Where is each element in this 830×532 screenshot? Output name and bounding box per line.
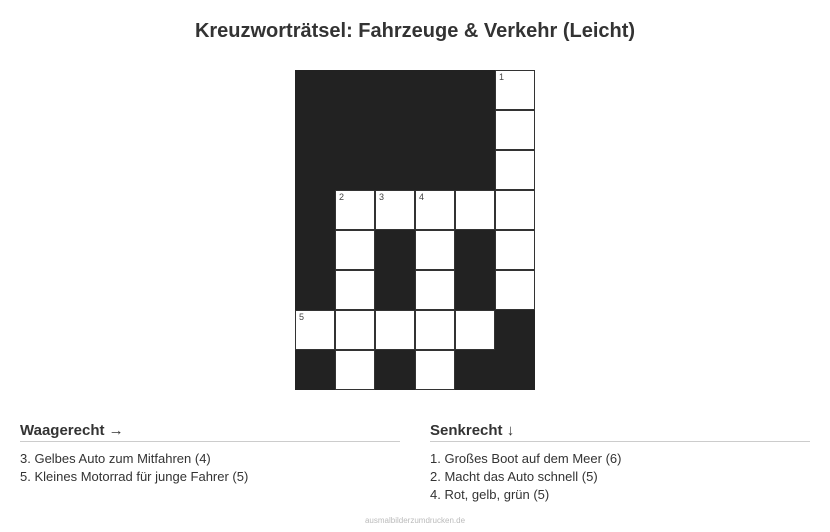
grid-cell-blocked [295,150,335,190]
across-clue: 3. Gelbes Auto zum Mitfahren (4) [20,451,211,466]
down-clue: 4. Rot, gelb, grün (5) [430,487,550,502]
grid-cell-blocked [455,110,495,150]
clue-number: 5 [299,312,305,322]
grid-cell-blocked [295,70,335,110]
grid-cell-blocked [455,270,495,310]
across-clues-section [20,422,400,486]
grid-cell-blocked [335,110,375,150]
clue-number: 1 [499,72,505,82]
grid-cell[interactable] [415,230,455,270]
grid-cell-blocked [415,70,455,110]
grid-cell-blocked [295,350,335,390]
grid-cell-blocked [375,70,415,110]
grid-cell-blocked [455,230,495,270]
grid-cell-blocked [335,150,375,190]
grid-cell[interactable] [415,310,455,350]
grid-cell[interactable] [495,190,535,230]
grid-cell[interactable] [495,270,535,310]
grid-cell-blocked [295,230,335,270]
across-clue: 5. Kleines Motorrad für junge Fahrer (5) [20,469,249,484]
grid-cell-blocked [455,70,495,110]
grid-cell[interactable] [415,190,455,230]
grid-cell-blocked [495,350,535,390]
grid-cell-blocked [295,110,335,150]
crossword-grid [295,70,535,390]
grid-cell-blocked [375,150,415,190]
grid-cell[interactable] [455,190,495,230]
grid-cell[interactable] [335,350,375,390]
grid-cell[interactable] [335,190,375,230]
grid-cell-blocked [375,110,415,150]
grid-cell-blocked [375,270,415,310]
down-clues-section [430,422,810,504]
grid-cell[interactable] [375,190,415,230]
grid-cell[interactable] [375,310,415,350]
grid-cell-blocked [415,110,455,150]
down-heading: Senkrecht ↓ [430,422,810,442]
down-clue: 2. Macht das Auto schnell (5) [430,469,598,484]
grid-cell[interactable] [495,150,535,190]
grid-cell[interactable] [415,350,455,390]
grid-cell-blocked [295,270,335,310]
grid-cell-blocked [455,350,495,390]
across-heading: Waagerecht → [20,422,400,442]
grid-cell[interactable] [335,310,375,350]
grid-cell[interactable] [295,310,335,350]
grid-cell[interactable] [415,270,455,310]
grid-cell-blocked [495,310,535,350]
grid-cell-blocked [455,150,495,190]
footer-credit: ausmalbilderzumdrucken.de [364,516,466,525]
grid-cell-blocked [375,230,415,270]
clue-number: 4 [419,192,425,202]
grid-cell-blocked [335,70,375,110]
grid-cell-blocked [375,350,415,390]
grid-cell[interactable] [455,310,495,350]
clue-number: 3 [379,192,385,202]
grid-cell[interactable] [495,70,535,110]
grid-cell[interactable] [495,230,535,270]
clue-number: 2 [339,192,345,202]
grid-cell-blocked [295,190,335,230]
grid-cell[interactable] [495,110,535,150]
grid-cell[interactable] [335,230,375,270]
grid-cell[interactable] [335,270,375,310]
page-title: Kreuzworträtsel: Fahrzeuge & Verkehr (Leicht) [194,20,636,42]
down-clue: 1. Großes Boot auf dem Meer (6) [430,451,622,466]
grid-cell-blocked [415,150,455,190]
